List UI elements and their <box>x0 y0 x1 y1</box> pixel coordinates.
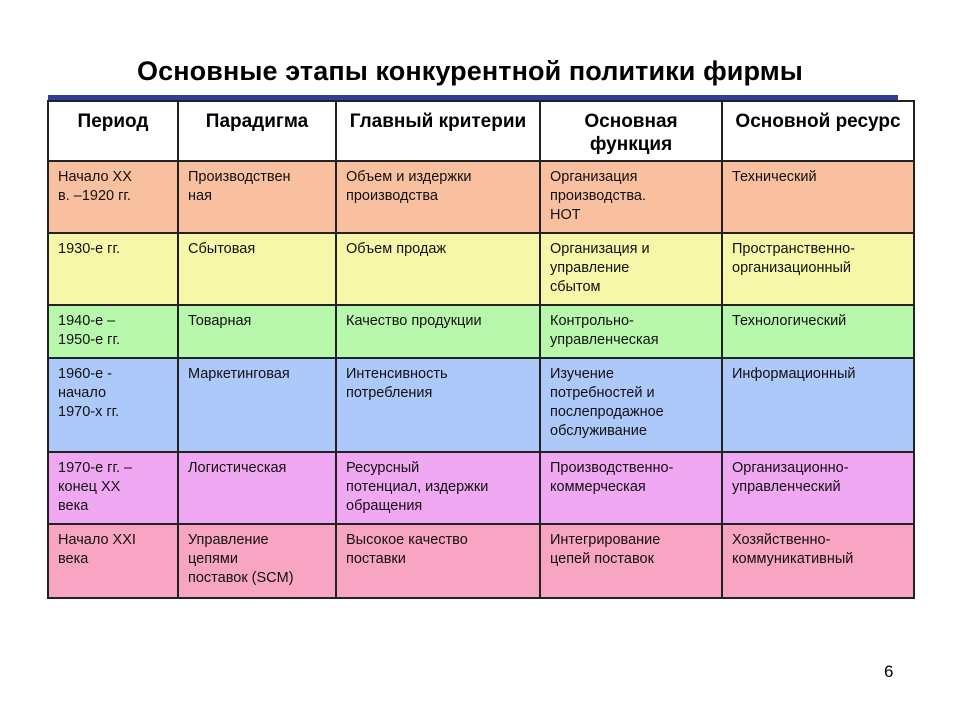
cell-resource: Информационный <box>722 358 914 452</box>
header-main-resource: Основной ресурс <box>722 101 914 161</box>
page-number: 6 <box>884 662 894 681</box>
cell-function: Интегрирование цепей поставок <box>540 524 722 598</box>
cell-criteria: Высокое качество поставки <box>336 524 540 598</box>
cell-paradigm: Управление цепями поставок (SCM) <box>178 524 336 598</box>
cell-criteria: Качество продукции <box>336 305 540 358</box>
cell-paradigm: Логистическая <box>178 452 336 524</box>
cell-function: Организация и управление сбытом <box>540 233 722 305</box>
header-period: Период <box>48 101 178 161</box>
stages-table <box>47 100 915 599</box>
cell-function: Изучение потребностей и послепродажное обслуживание <box>540 358 722 452</box>
table-row <box>48 305 914 358</box>
cell-period: 1970-е гг. – конец XX века <box>48 452 178 524</box>
cell-resource: Технологический <box>722 305 914 358</box>
cell-paradigm: Товарная <box>178 305 336 358</box>
cell-function: Контрольно- управленческая <box>540 305 722 358</box>
table-row <box>48 233 914 305</box>
cell-resource: Пространственно- организационный <box>722 233 914 305</box>
cell-period: 1940-е – 1950-е гг. <box>48 305 178 358</box>
cell-criteria: Объем продаж <box>336 233 540 305</box>
cell-resource: Организационно- управленческий <box>722 452 914 524</box>
cell-period: 1960-е - начало 1970-х гг. <box>48 358 178 452</box>
cell-paradigm: Сбытовая <box>178 233 336 305</box>
cell-paradigm: Маркетинговая <box>178 358 336 452</box>
table-row <box>48 161 914 233</box>
header-main-criteria: Главный критерии <box>336 101 540 161</box>
stages-table-container <box>47 100 915 599</box>
cell-paradigm: Производствен ная <box>178 161 336 233</box>
table-row <box>48 524 914 598</box>
cell-period: 1930-е гг. <box>48 233 178 305</box>
table-row <box>48 358 914 452</box>
slide-title: Основные этапы конкурентной политики фирмы <box>137 56 803 86</box>
header-main-function: Основная функция <box>540 101 722 161</box>
cell-criteria: Объем и издержки производства <box>336 161 540 233</box>
cell-function: Организация производства. НОТ <box>540 161 722 233</box>
table-header-row <box>48 101 914 161</box>
cell-period: Начало XX в. –1920 гг. <box>48 161 178 233</box>
header-paradigm: Парадигма <box>178 101 336 161</box>
cell-criteria: Интенсивность потребления <box>336 358 540 452</box>
table-row <box>48 452 914 524</box>
cell-period: Начало XXI века <box>48 524 178 598</box>
cell-function: Производственно- коммерческая <box>540 452 722 524</box>
cell-resource: Хозяйственно- коммуникативный <box>722 524 914 598</box>
cell-resource: Технический <box>722 161 914 233</box>
cell-criteria: Ресурсный потенциал, издержки обращения <box>336 452 540 524</box>
